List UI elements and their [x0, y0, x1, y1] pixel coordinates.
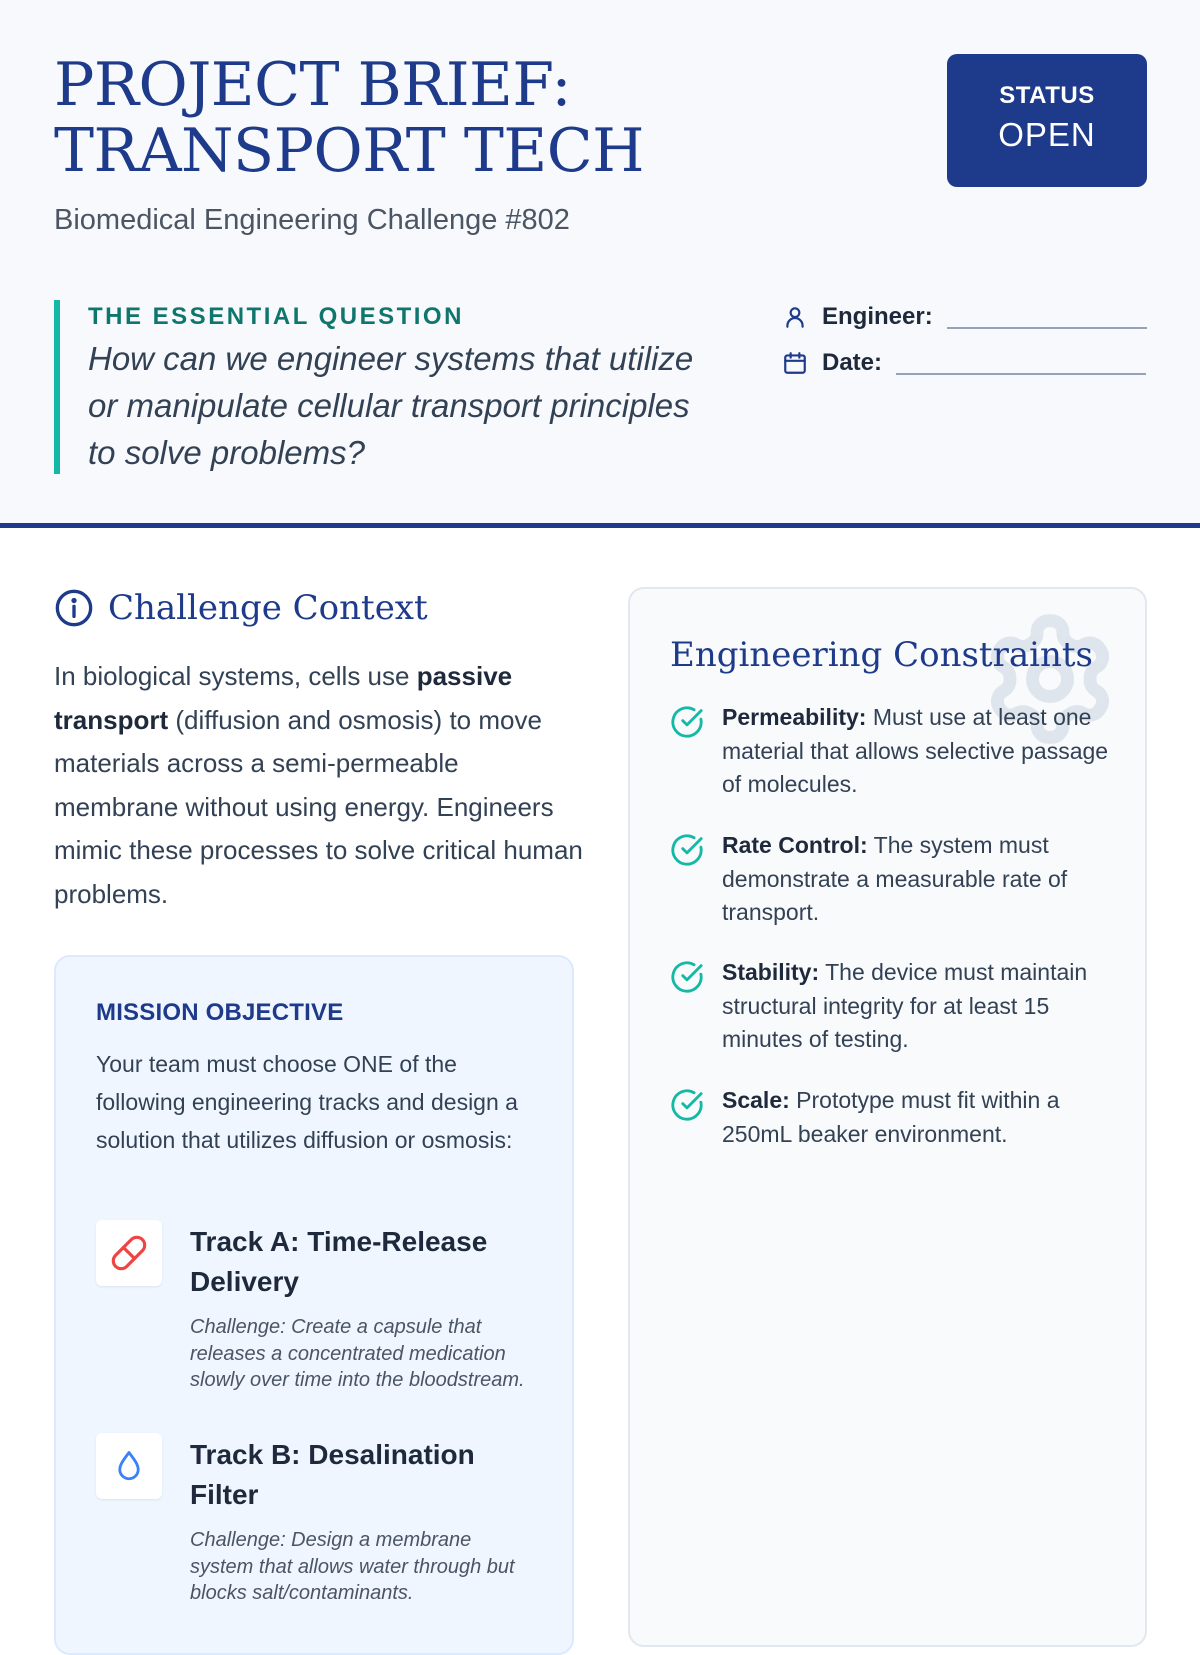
user-icon	[782, 304, 808, 330]
engineer-row	[782, 300, 1147, 334]
check-circle-icon	[670, 705, 704, 739]
constraint-description: The device must maintain structural integrity for at least 15 minutes of testing.	[722, 959, 1088, 1052]
context-bold-term: passive transport	[54, 661, 513, 735]
check-circle-icon	[670, 833, 704, 867]
constraint-label: Stability:	[722, 959, 820, 985]
engineering-constraints-card	[628, 587, 1147, 1647]
constraint-description: Must use at least one material that allows selective passage of molecules.	[722, 704, 1109, 797]
status-label: STATUS	[999, 82, 1095, 109]
constraint-label: Rate Control:	[722, 832, 868, 858]
info-icon	[54, 588, 94, 628]
status-badge	[947, 54, 1147, 187]
context-text: In biological systems, cells use	[54, 661, 417, 691]
calendar-icon	[782, 350, 808, 376]
context-text-rest: (diffusion and osmosis) to move materials across a semi-permeable membrane without using energy. Engineers mimic these processes to solve critical human problems.	[54, 704, 583, 909]
constraint-label: Permeability:	[722, 704, 867, 730]
mission-objective-card	[54, 955, 574, 1655]
constraint-description: The system must demonstrate a measurable rate of transport.	[722, 832, 1068, 925]
check-circle-icon	[670, 1088, 704, 1122]
brief-header	[0, 0, 1200, 528]
challenge-context-body	[54, 655, 584, 916]
constraint-text	[722, 829, 1112, 930]
track-b-title: Track B: Desalination Filter	[190, 1439, 475, 1510]
mission-objective-label: MISSION OBJECTIVE	[96, 999, 344, 1026]
engineer-field[interactable]	[947, 305, 1147, 329]
droplet-icon	[96, 1433, 162, 1499]
essential-question	[54, 300, 714, 474]
challenge-context-title: Challenge Context	[108, 588, 428, 628]
page-title: PROJECT BRIEF: TRANSPORT TECH	[54, 50, 644, 186]
mission-objective-body: Your team must choose ONE of the following engineering tracks and design a solution that utilizes diffusion or osmosis:	[96, 1051, 518, 1153]
track-a-description: Challenge: Create a capsule that releases a concentrated medication slowly over time into the bloodstream.	[190, 1316, 525, 1391]
date-row	[782, 346, 1146, 380]
challenge-context-heading	[54, 588, 428, 628]
page-subtitle: Biomedical Engineering Challenge #802	[54, 204, 570, 236]
track-b-description: Challenge: Design a membrane system that allows water through but blocks salt/contaminants.	[190, 1529, 515, 1604]
constraint-text	[722, 701, 1112, 802]
constraints-title: Engineering Constraints	[670, 635, 1093, 675]
status-value: OPEN	[998, 116, 1096, 153]
constraint-label: Scale:	[722, 1087, 790, 1113]
date-field[interactable]	[896, 351, 1146, 375]
constraint-description: Prototype must fit within a 250mL beaker environment.	[722, 1087, 1060, 1147]
constraint-text	[722, 1084, 1112, 1151]
pill-icon	[96, 1220, 162, 1286]
date-label: Date:	[822, 349, 883, 376]
essential-question-text: How can we engineer systems that utilize or manipulate cellular transport principles to solve problems?	[88, 340, 694, 471]
track-a-title: Track A: Time-Release Delivery	[190, 1226, 488, 1297]
engineer-label: Engineer:	[822, 303, 933, 330]
essential-question-label: THE ESSENTIAL QUESTION	[88, 303, 464, 330]
check-circle-icon	[670, 960, 704, 994]
constraint-text	[722, 956, 1112, 1057]
